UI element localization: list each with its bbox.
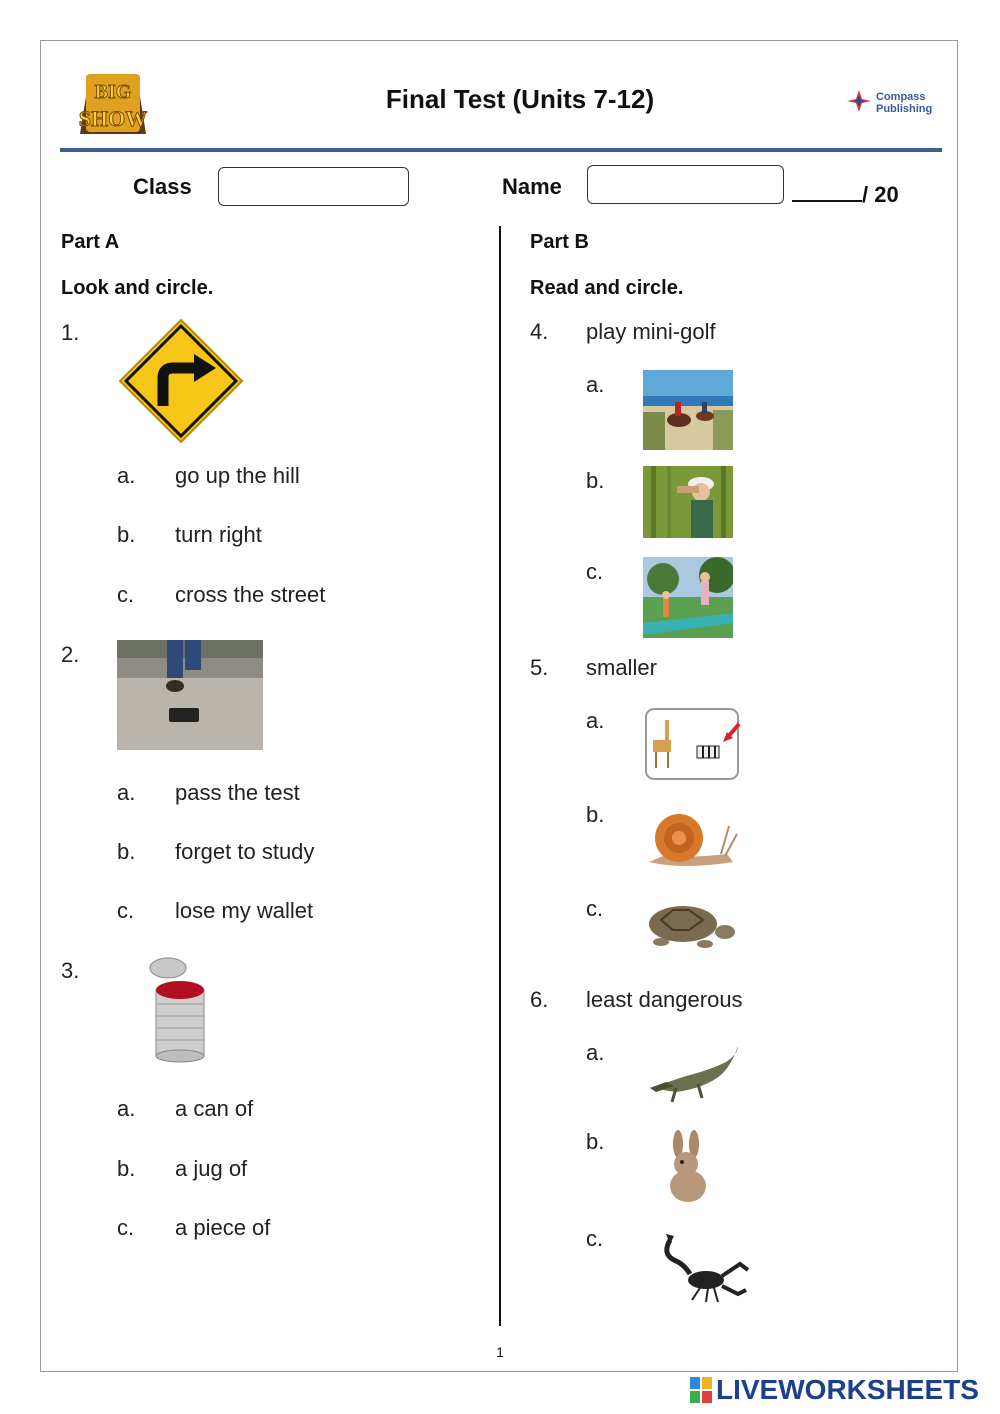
name-input[interactable] <box>587 165 784 204</box>
option-text[interactable]: cross the street <box>175 582 326 607</box>
compass-logo-line2: Publishing <box>876 103 933 115</box>
crocodile-photo[interactable] <box>646 1040 742 1108</box>
option-text[interactable]: a can of <box>175 1096 254 1121</box>
question-number: 3. <box>61 958 80 983</box>
option-letter: a. <box>117 780 136 805</box>
compass-logo-line1: Compass <box>876 91 926 103</box>
binoculars-photo[interactable] <box>643 466 733 538</box>
option-letter: b. <box>117 522 136 547</box>
option-letter: c. <box>586 1226 604 1251</box>
score-blank[interactable] <box>792 182 862 202</box>
turn-right-sign-icon <box>118 318 244 444</box>
option-letter: a. <box>117 1096 136 1121</box>
page-title: Final Test (Units 7-12) <box>385 84 655 114</box>
option-letter: b. <box>586 802 605 827</box>
svg-text:BIG: BIG <box>94 81 132 103</box>
score-total-label: / 20 <box>862 182 899 207</box>
scorpion-photo[interactable] <box>660 1230 752 1306</box>
svg-text:SHOW: SHOW <box>78 106 148 131</box>
option-letter: c. <box>586 896 604 921</box>
option-letter: a. <box>586 372 605 397</box>
option-letter: a. <box>586 708 605 733</box>
column-divider <box>499 226 501 1326</box>
option-text[interactable]: a jug of <box>175 1156 248 1181</box>
option-letter: c. <box>586 559 604 584</box>
option-letter: c. <box>117 898 135 923</box>
question-text: play mini-golf <box>586 319 716 344</box>
question-number: 4. <box>530 319 549 344</box>
snail-photo[interactable] <box>643 806 739 874</box>
part-b-instruction: Read and circle. <box>530 277 684 299</box>
option-text[interactable]: a piece of <box>175 1215 271 1240</box>
option-text[interactable]: go up the hill <box>175 463 300 488</box>
tortoise-photo[interactable] <box>643 898 737 950</box>
option-text[interactable]: turn right <box>175 522 262 547</box>
giraffe-zebra-photo[interactable] <box>643 706 743 782</box>
option-letter: c. <box>117 582 135 607</box>
class-input[interactable] <box>218 167 409 206</box>
compass-publishing-logo <box>846 86 936 118</box>
question-number: 6. <box>530 987 549 1012</box>
liveworksheets-logo-icon <box>690 1377 712 1403</box>
option-letter: c. <box>117 1215 135 1240</box>
question-number: 1. <box>61 320 80 345</box>
question-text: smaller <box>586 655 657 680</box>
open-can-photo <box>142 954 214 1064</box>
class-label: Class <box>133 174 192 199</box>
part-a-title: Part A <box>61 231 120 253</box>
header-rule <box>60 148 942 152</box>
option-text[interactable]: forget to study <box>175 839 315 864</box>
option-text[interactable]: lose my wallet <box>175 898 314 923</box>
part-a-instruction: Look and circle. <box>61 277 214 299</box>
question-number: 2. <box>61 642 80 667</box>
score-total <box>792 182 899 208</box>
option-letter: b. <box>586 468 605 493</box>
compass-star-icon <box>846 88 872 114</box>
option-letter: a. <box>117 463 136 488</box>
question-text: least dangerous <box>586 987 743 1012</box>
horse-riding-photo[interactable] <box>643 370 733 450</box>
option-text[interactable]: pass the test <box>175 780 300 805</box>
rabbit-photo[interactable] <box>660 1130 716 1204</box>
liveworksheets-wordmark: LIVEWORKSHEETS <box>716 1374 979 1405</box>
question-number: 5. <box>530 655 549 680</box>
big-show-logo <box>72 64 154 140</box>
option-letter: a. <box>586 1040 605 1065</box>
part-b-title: Part B <box>530 231 589 253</box>
page-number: 1 <box>496 1344 504 1360</box>
option-letter: b. <box>117 839 136 864</box>
name-label: Name <box>502 174 562 199</box>
option-letter: b. <box>117 1156 136 1181</box>
liveworksheets-brand[interactable] <box>690 1374 990 1406</box>
dropped-wallet-photo <box>117 640 263 750</box>
option-letter: b. <box>586 1129 605 1154</box>
mini-golf-photo[interactable] <box>643 557 733 638</box>
